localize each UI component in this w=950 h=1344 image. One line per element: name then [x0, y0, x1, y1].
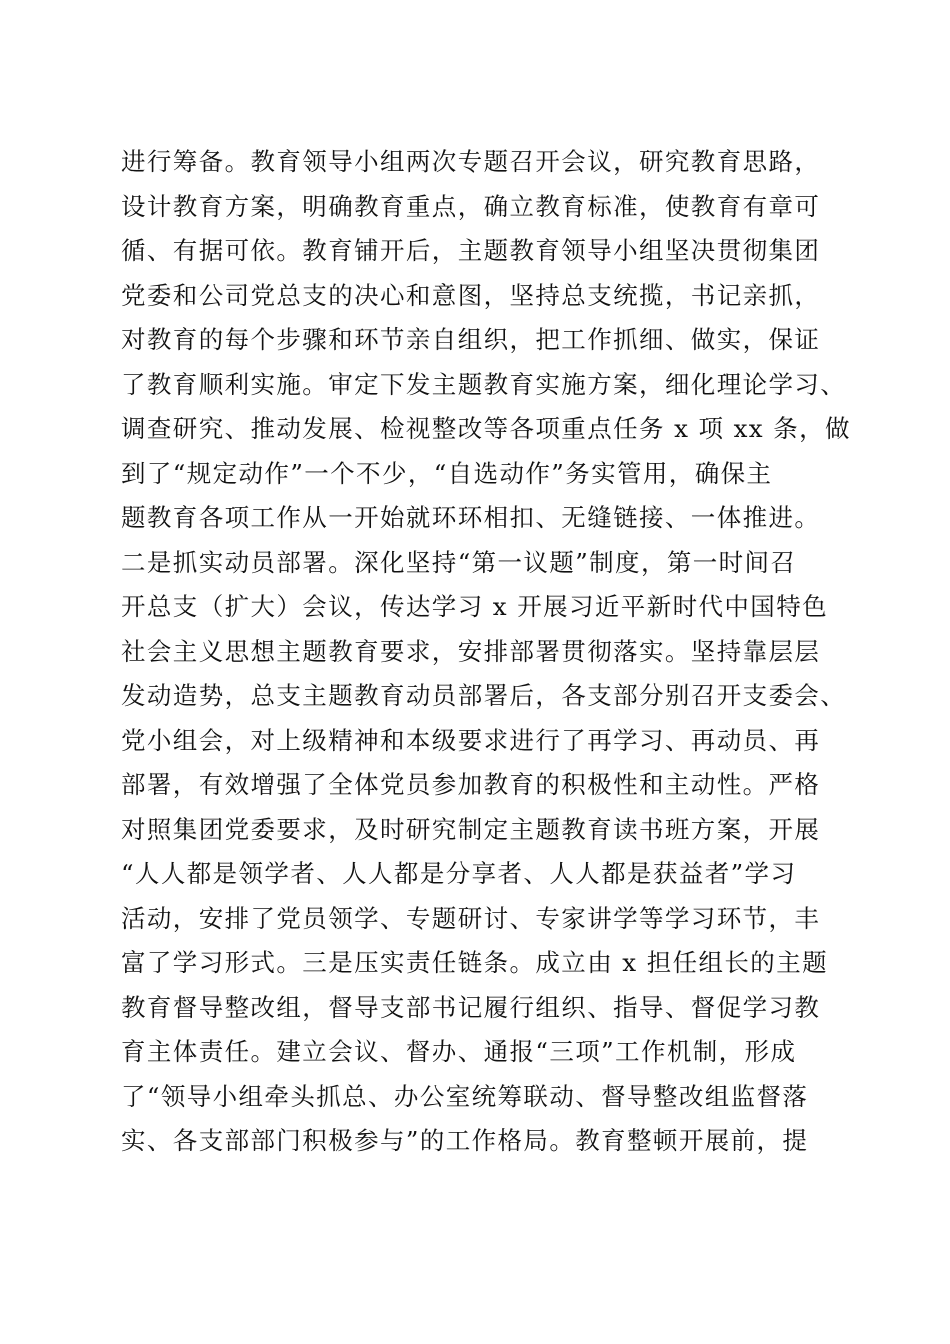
- text-line: 调查研究、推动发展、检视整改等各项重点任务 x 项 xx 条，做: [121, 414, 851, 443]
- text-line: 了教育顺利实施。审定下发主题教育实施方案，细化理论学习、: [121, 369, 847, 399]
- text-line: 了“领导小组牵头抓总、办公室统筹联动、督导整改组监督落: [121, 1081, 809, 1111]
- text-line: 党委和公司党总支的决心和意图，坚持总支统揽，书记亲抓，: [121, 280, 821, 310]
- text-line: 设计教育方案，明确教育重点，确立教育标准，使教育有章可: [121, 191, 821, 221]
- text-line: 育主体责任。建立会议、督办、通报“三项”工作机制，形成: [121, 1037, 797, 1066]
- text-line: 题教育各项工作从一开始就环环相扣、无缝链接、一体推进。: [121, 503, 821, 532]
- text-line: “人人都是领学者、人人都是分享者、人人都是获益者”学习: [121, 859, 797, 888]
- text-line: 二是抓实动员部署。深化坚持“第一议题”制度，第一时间召: [121, 547, 797, 577]
- text-line: 教育督导整改组，督导支部书记履行组织、指导、督促学习教: [121, 992, 821, 1022]
- text-line: 对教育的每个步骤和环节亲自组织，把工作抓细、做实，保证: [121, 325, 821, 354]
- text-line: 活动，安排了党员领学、专题研讨、专家讲学等学习环节，丰: [121, 903, 821, 933]
- text-line: 部署，有效增强了全体党员参加教育的积极性和主动性。严格: [121, 770, 821, 799]
- text-line: 实、各支部部门积极参与”的工作格局。教育整顿开展前，提: [121, 1126, 809, 1155]
- text-line: 开总支（扩大）会议，传达学习 x 开展习近平新时代中国特色: [121, 592, 828, 621]
- text-line: 进行筹备。教育领导小组两次专题召开会议，研究教育思路，: [121, 147, 821, 176]
- text-line: 循、有据可依。教育铺开后，主题教育领导小组坚决贯彻集团: [121, 236, 821, 265]
- text-line: 到了“规定动作”一个不少，“自选动作”务实管用，确保主: [121, 458, 773, 488]
- body-text: [121, 140, 851, 1164]
- text-line: 党小组会，对上级精神和本级要求进行了再学习、再动员、再: [121, 725, 821, 755]
- text-line: 富了学习形式。三是压实责任链条。成立由 x 担任组长的主题: [121, 948, 828, 977]
- text-line: 发动造势，总支主题教育动员部署后，各支部分别召开支委会、: [121, 681, 847, 710]
- text-line: 对照集团党委要求，及时研究制定主题教育读书班方案，开展: [121, 814, 821, 844]
- text-line: 社会主义思想主题教育要求，安排部署贯彻落实。坚持靠层层: [121, 636, 821, 666]
